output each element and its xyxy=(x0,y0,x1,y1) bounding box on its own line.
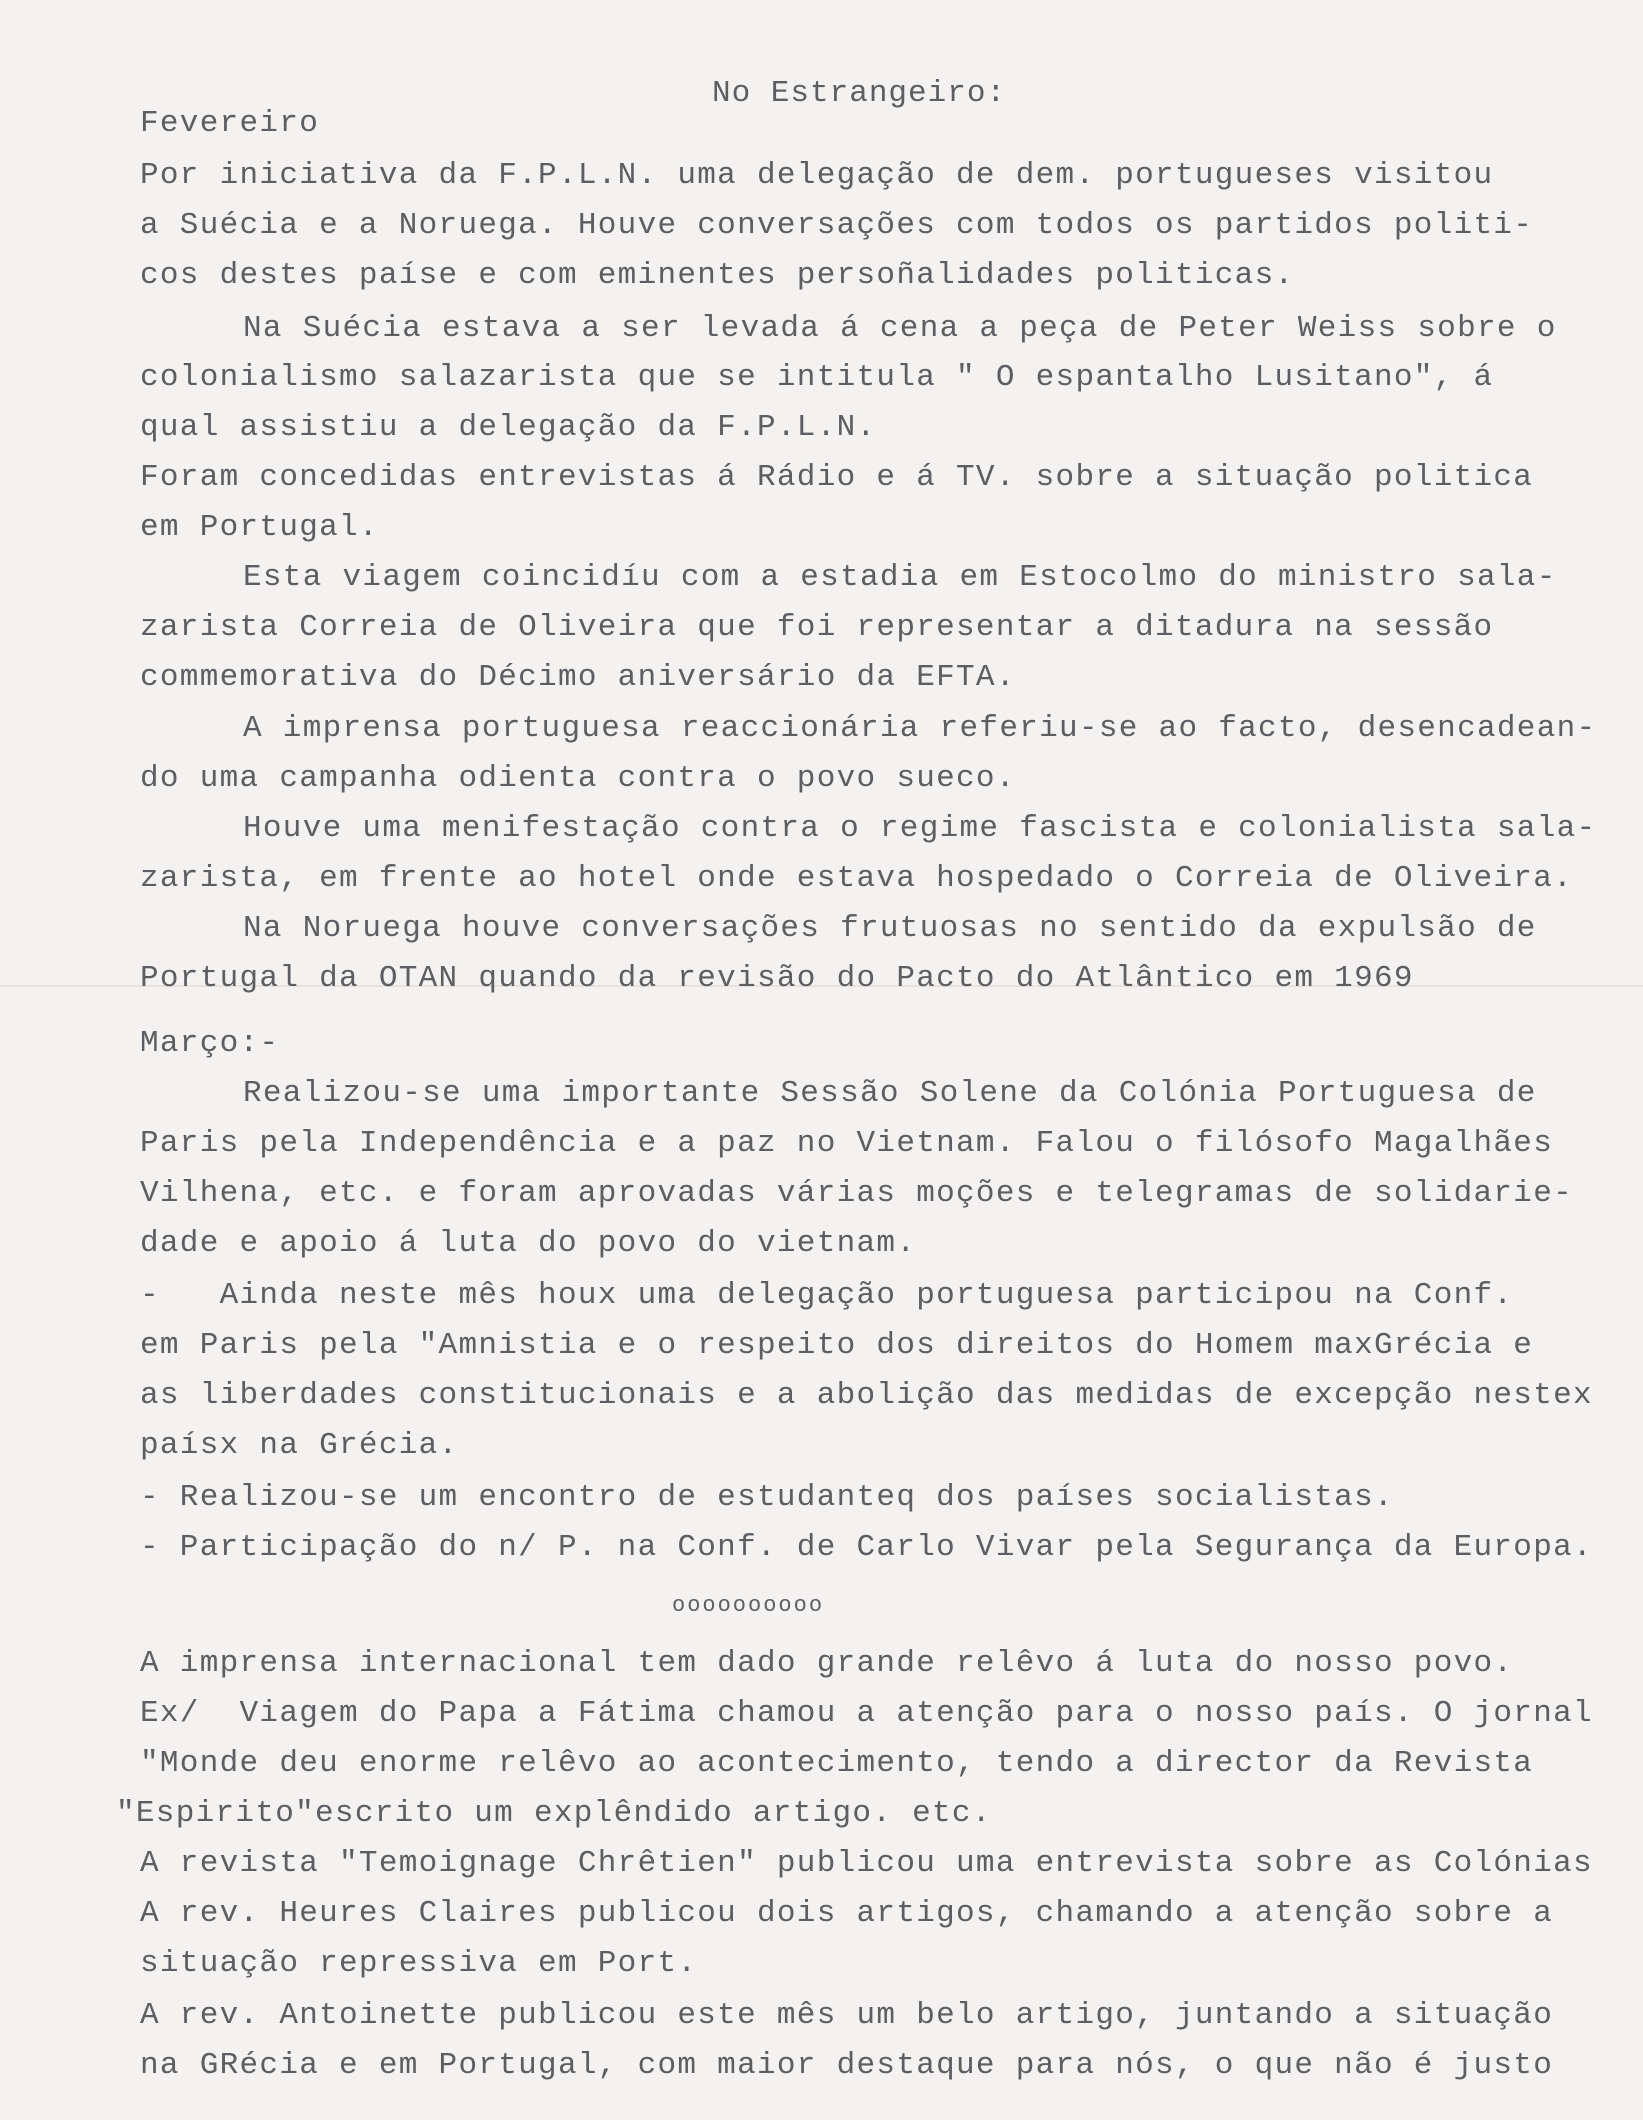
text-line: - Ainda neste mês houx uma delegação portuguesa participou na Conf. xyxy=(140,1278,1514,1313)
text-line: Na Suécia estava a ser levada á cena a peça de Peter Weiss sobre o xyxy=(243,311,1557,346)
text-line: Ex/ Viagem do Papa a Fátima chamou a atenção para o nosso país. O jornal xyxy=(140,1696,1593,1731)
text-line: Esta viagem coincidíu com a estadia em Estocolmo do ministro sala- xyxy=(243,560,1557,595)
text-line: a Suécia e a Noruega. Houve conversações com todos os partidos politi- xyxy=(140,208,1534,243)
page-heading: No Estrangeiro: xyxy=(712,76,1007,111)
text-line: - Realizou-se um encontro de estudanteq dos países socialistas. xyxy=(140,1480,1394,1515)
text-line: Paris pela Independência e a paz no Vietnam. Falou o filósofo Magalhães xyxy=(140,1126,1554,1161)
text-line: Houve uma menifestação contra o regime fascista e colonialista sala- xyxy=(243,811,1597,846)
text-line: na GRécia e em Portugal, com maior destaque para nós, o que não é justo xyxy=(140,2048,1554,2083)
text-line: paísx na Grécia. xyxy=(140,1428,459,1463)
text-line: do uma campanha odienta contra o povo sueco. xyxy=(140,761,1016,796)
month-heading-march: Março:- xyxy=(140,1026,280,1061)
text-line: Foram concedidas entrevistas á Rádio e á TV. sobre a situação politica xyxy=(140,460,1534,495)
section-separator: oooooooooo xyxy=(672,1593,825,1618)
text-line: "Monde deu enorme relêvo ao acontecimento, tendo a director da Revista xyxy=(140,1746,1534,1781)
text-line: Na Noruega houve conversações frutuosas no sentido da expulsão de xyxy=(243,911,1537,946)
text-line: A imprensa portuguesa reaccionária referiu-se ao facto, desencadean- xyxy=(243,711,1597,746)
text-line: A revista "Temoignage Chrêtien" publicou uma entrevista sobre as Colónias xyxy=(140,1846,1593,1881)
text-line: situação repressiva em Port. xyxy=(140,1946,698,1981)
text-line: "Espirito"escrito um explêndido artigo. etc. xyxy=(116,1796,992,1831)
text-line: A rev. Antoinette publicou este mês um belo artigo, juntando a situação xyxy=(140,1998,1554,2033)
text-line: em Portugal. xyxy=(140,510,379,545)
text-line: Portugal da OTAN quando da revisão do Pacto do Atlântico em 1969 xyxy=(140,961,1414,996)
text-line: dade e apoio á luta do povo do vietnam. xyxy=(140,1226,917,1261)
text-line: - Participação do n/ P. na Conf. de Carlo Vivar pela Segurança da Europa. xyxy=(140,1530,1593,1565)
month-heading-february: Fevereiro xyxy=(140,106,320,141)
text-line: A rev. Heures Claires publicou dois artigos, chamando a atenção sobre a xyxy=(140,1896,1554,1931)
text-line: commemorativa do Décimo aniversário da EFTA. xyxy=(140,660,1016,695)
text-line: as liberdades constitucionais e a abolição das medidas de excepção nestex xyxy=(140,1378,1593,1413)
text-line: zarista, em frente ao hotel onde estava hospedado o Correia de Oliveira. xyxy=(140,861,1574,896)
text-line: qual assistiu a delegação da F.P.L.N. xyxy=(140,410,877,445)
text-line: colonialismo salazarista que se intitula " O espantalho Lusitano", á xyxy=(140,360,1494,395)
text-line: zarista Correia de Oliveira que foi representar a ditadura na sessão xyxy=(140,610,1494,645)
text-line: A imprensa internacional tem dado grande relêvo á luta do nosso povo. xyxy=(140,1646,1514,1681)
text-line: cos destes paíse e com eminentes persoñalidades politicas. xyxy=(140,258,1295,293)
text-line: Vilhena, etc. e foram aprovadas várias moções e telegramas de solidarie- xyxy=(140,1176,1574,1211)
text-line: Realizou-se uma importante Sessão Solene da Colónia Portuguesa de xyxy=(243,1076,1537,1111)
text-line: em Paris pela "Amnistia e o respeito dos direitos do Homem maxGrécia e xyxy=(140,1328,1534,1363)
text-line: Por iniciativa da F.P.L.N. uma delegação de dem. portugueses visitou xyxy=(140,158,1494,193)
